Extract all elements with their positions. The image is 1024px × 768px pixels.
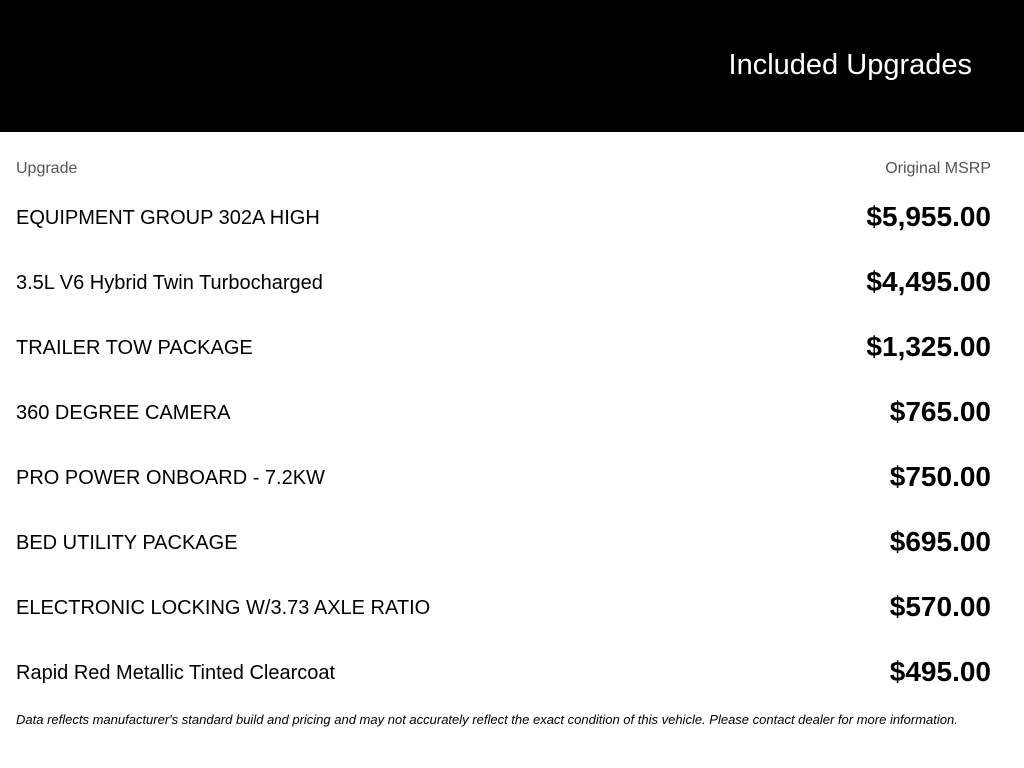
upgrade-name: TRAILER TOW PACKAGE bbox=[16, 337, 253, 359]
upgrade-price: $495.00 bbox=[889, 656, 991, 687]
page-title: Included Upgrades bbox=[728, 49, 972, 81]
upgrade-row bbox=[16, 315, 991, 380]
upgrade-row bbox=[16, 445, 991, 510]
upgrade-price: $570.00 bbox=[889, 591, 991, 622]
upgrade-price: $750.00 bbox=[889, 461, 991, 492]
upgrade-price: $5,955.00 bbox=[866, 201, 991, 232]
upgrade-name: ELECTRONIC LOCKING W/3.73 AXLE RATIO bbox=[16, 597, 431, 619]
upgrade-price: $1,325.00 bbox=[866, 331, 991, 362]
disclaimer-text: Data reflects manufacturer's standard build and pricing and may not accurately reflect the exact condition of this vehicle. Please contact dealer for more information. bbox=[16, 712, 958, 727]
header-banner bbox=[0, 0, 1024, 132]
upgrade-row bbox=[16, 185, 991, 250]
upgrade-name: EQUIPMENT GROUP 302A HIGH bbox=[16, 207, 320, 229]
upgrade-price: $765.00 bbox=[889, 396, 991, 427]
upgrade-row bbox=[16, 575, 991, 640]
upgrade-name: 3.5L V6 Hybrid Twin Turbocharged bbox=[16, 272, 323, 294]
upgrade-name: 360 DEGREE CAMERA bbox=[16, 402, 231, 424]
column-header-upgrade: Upgrade bbox=[16, 160, 78, 177]
column-header-msrp: Original MSRP bbox=[885, 160, 991, 177]
upgrade-row bbox=[16, 380, 991, 445]
upgrade-price: $4,495.00 bbox=[866, 266, 991, 297]
upgrade-list bbox=[16, 185, 991, 705]
column-headers bbox=[16, 160, 991, 180]
upgrade-row bbox=[16, 640, 991, 705]
upgrade-row bbox=[16, 250, 991, 315]
upgrade-name: BED UTILITY PACKAGE bbox=[16, 532, 238, 554]
upgrade-name: PRO POWER ONBOARD - 7.2KW bbox=[16, 467, 325, 489]
upgrade-price: $695.00 bbox=[889, 526, 991, 557]
upgrade-name: Rapid Red Metallic Tinted Clearcoat bbox=[16, 662, 336, 684]
upgrade-row bbox=[16, 510, 991, 575]
